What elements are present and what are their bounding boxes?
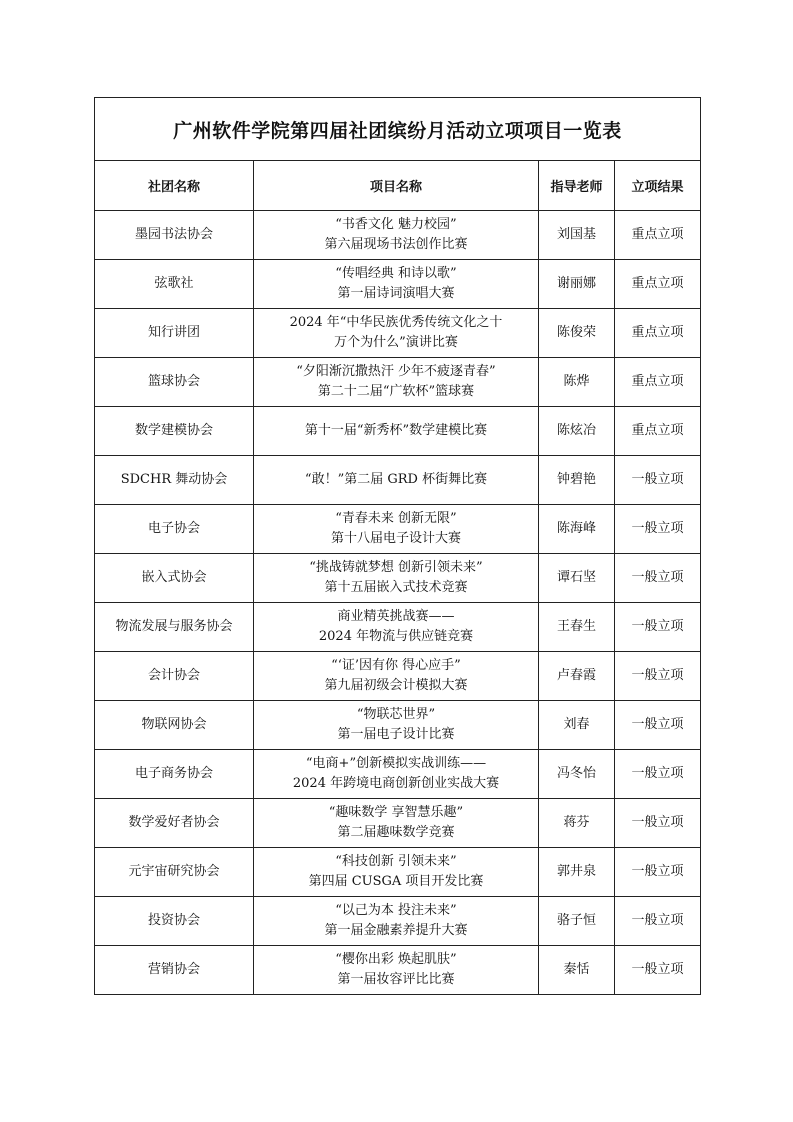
table-row <box>95 701 701 750</box>
project-name-cell <box>254 407 539 456</box>
project-name-line: “敢！”第二届 GRD 杯街舞比赛 <box>304 472 488 487</box>
title-row <box>95 98 701 161</box>
project-name-cell <box>254 505 539 554</box>
teacher-cell: 王春生 <box>539 603 615 652</box>
club-name-cell: 嵌入式协会 <box>95 554 254 603</box>
project-name-line: 第一届妆容评比比赛 <box>337 972 455 987</box>
club-name-cell: SDCHR 舞动协会 <box>95 456 254 505</box>
teacher-cell: 陈炫冶 <box>539 407 615 456</box>
teacher-cell: 刘国基 <box>539 211 615 260</box>
result-cell: 重点立项 <box>615 407 701 456</box>
project-name-cell <box>254 456 539 505</box>
project-name-line: 第四届 CUSGA 项目开发比赛 <box>308 874 484 889</box>
table-row <box>95 750 701 799</box>
project-name-cell <box>254 946 539 995</box>
teacher-cell: 钟碧艳 <box>539 456 615 505</box>
club-name-cell: 数学爱好者协会 <box>95 799 254 848</box>
result-cell: 一般立项 <box>615 701 701 750</box>
table-row <box>95 652 701 701</box>
project-name-line: “物联芯世界” <box>356 707 436 722</box>
project-name-line: 第十五届嵌入式技术竞赛 <box>324 580 468 595</box>
project-name-line: “青春未来 创新无限” <box>335 511 457 526</box>
header-teacher: 指导老师 <box>539 161 615 211</box>
project-name-cell <box>254 358 539 407</box>
result-cell: 一般立项 <box>615 750 701 799</box>
club-name-cell: 电子协会 <box>95 505 254 554</box>
club-name-cell: 会计协会 <box>95 652 254 701</box>
club-name-cell: 元宇宙研究协会 <box>95 848 254 897</box>
teacher-cell: 郭井泉 <box>539 848 615 897</box>
project-name-line: “电商+”创新模拟实战训练—— <box>305 756 487 771</box>
result-cell: 一般立项 <box>615 946 701 995</box>
result-cell: 一般立项 <box>615 799 701 848</box>
project-name-line: 第一届金融素养提升大赛 <box>324 923 468 938</box>
club-name-cell: 墨园书法协会 <box>95 211 254 260</box>
club-name-cell: 营销协会 <box>95 946 254 995</box>
project-name-cell <box>254 554 539 603</box>
project-name-line: 万个为什么”演讲比赛 <box>334 335 458 350</box>
table-row <box>95 946 701 995</box>
project-name-cell <box>254 652 539 701</box>
result-cell: 一般立项 <box>615 554 701 603</box>
header-row <box>95 161 701 211</box>
teacher-cell: 陈俊荣 <box>539 309 615 358</box>
club-name-cell: 数学建模协会 <box>95 407 254 456</box>
project-name-cell <box>254 750 539 799</box>
table-row <box>95 260 701 309</box>
table-body <box>95 211 701 995</box>
teacher-cell: 蒋芬 <box>539 799 615 848</box>
project-name-cell <box>254 309 539 358</box>
header-project-name: 项目名称 <box>254 161 539 211</box>
project-name-cell <box>254 799 539 848</box>
project-name-line: “樱你出彩 焕起肌肤” <box>335 952 457 967</box>
result-cell: 重点立项 <box>615 358 701 407</box>
result-cell: 一般立项 <box>615 603 701 652</box>
project-name-line: 2024 年“中华民族优秀传统文化之十 <box>289 315 503 330</box>
project-name-line: “书香文化 魅力校园” <box>335 217 457 232</box>
project-name-cell <box>254 260 539 309</box>
project-name-line: 第二届趣味数学竞赛 <box>337 825 455 840</box>
project-name-line: “科技创新 引领未来” <box>335 854 457 869</box>
table-row <box>95 897 701 946</box>
table-row <box>95 309 701 358</box>
teacher-cell: 骆子恒 <box>539 897 615 946</box>
club-name-cell: 篮球协会 <box>95 358 254 407</box>
project-name-line: 第十一届“新秀杯”数学建模比赛 <box>304 423 488 438</box>
project-name-cell <box>254 603 539 652</box>
club-name-cell: 弦歌社 <box>95 260 254 309</box>
project-name-line: “挑战铸就梦想 创新引领未来” <box>309 560 483 575</box>
table-row <box>95 799 701 848</box>
club-name-cell: 知行讲团 <box>95 309 254 358</box>
teacher-cell: 卢春霞 <box>539 652 615 701</box>
teacher-cell: 秦恬 <box>539 946 615 995</box>
table-row <box>95 407 701 456</box>
project-name-cell <box>254 211 539 260</box>
project-name-line: 商业精英挑战赛—— <box>337 609 455 624</box>
project-name-line: 2024 年物流与供应链竞赛 <box>318 629 474 644</box>
project-name-cell <box>254 701 539 750</box>
project-name-line: “‘证’因有你 得心应手” <box>331 658 461 673</box>
project-name-line: 第十八届电子设计大赛 <box>330 531 461 546</box>
project-name-line: “趣味数学 享智慧乐趣” <box>328 805 464 820</box>
header-club-name: 社团名称 <box>95 161 254 211</box>
result-cell: 一般立项 <box>615 456 701 505</box>
club-name-cell: 投资协会 <box>95 897 254 946</box>
table-row <box>95 848 701 897</box>
result-cell: 重点立项 <box>615 260 701 309</box>
table-row <box>95 211 701 260</box>
table-row <box>95 603 701 652</box>
result-cell: 一般立项 <box>615 897 701 946</box>
result-cell: 一般立项 <box>615 652 701 701</box>
project-name-line: “传唱经典 和诗以歌” <box>335 266 457 281</box>
project-name-line: 第一届诗词演唱大赛 <box>337 286 455 301</box>
teacher-cell: 谭石坚 <box>539 554 615 603</box>
club-name-cell: 电子商务协会 <box>95 750 254 799</box>
teacher-cell: 刘春 <box>539 701 615 750</box>
club-name-cell: 物流发展与服务协会 <box>95 603 254 652</box>
project-name-line: “以己为本 投注未来” <box>335 903 457 918</box>
header-result: 立项结果 <box>615 161 701 211</box>
project-name-line: 第六届现场书法创作比赛 <box>324 237 468 252</box>
teacher-cell: 冯冬怡 <box>539 750 615 799</box>
result-cell: 一般立项 <box>615 505 701 554</box>
project-name-cell <box>254 848 539 897</box>
project-list-table <box>94 97 701 995</box>
document-title: 广州软件学院第四届社团缤纷月活动立项项目一览表 <box>95 98 701 161</box>
project-name-line: 2024 年跨境电商创新创业实战大赛 <box>292 776 500 791</box>
project-name-line: 第一届电子设计比赛 <box>337 727 455 742</box>
table-row <box>95 554 701 603</box>
result-cell: 重点立项 <box>615 309 701 358</box>
project-name-line: 第二十二届“广软杯”篮球赛 <box>317 384 475 399</box>
teacher-cell: 陈烨 <box>539 358 615 407</box>
project-name-line: 第九届初级会计模拟大赛 <box>324 678 468 693</box>
result-cell: 一般立项 <box>615 848 701 897</box>
project-name-cell <box>254 897 539 946</box>
table-row <box>95 358 701 407</box>
result-cell: 重点立项 <box>615 211 701 260</box>
table-row <box>95 505 701 554</box>
project-name-line: “夕阳渐沉撒热汗 少年不疲逐青春” <box>296 364 496 379</box>
table-row <box>95 456 701 505</box>
teacher-cell: 陈海峰 <box>539 505 615 554</box>
teacher-cell: 谢丽娜 <box>539 260 615 309</box>
club-name-cell: 物联网协会 <box>95 701 254 750</box>
